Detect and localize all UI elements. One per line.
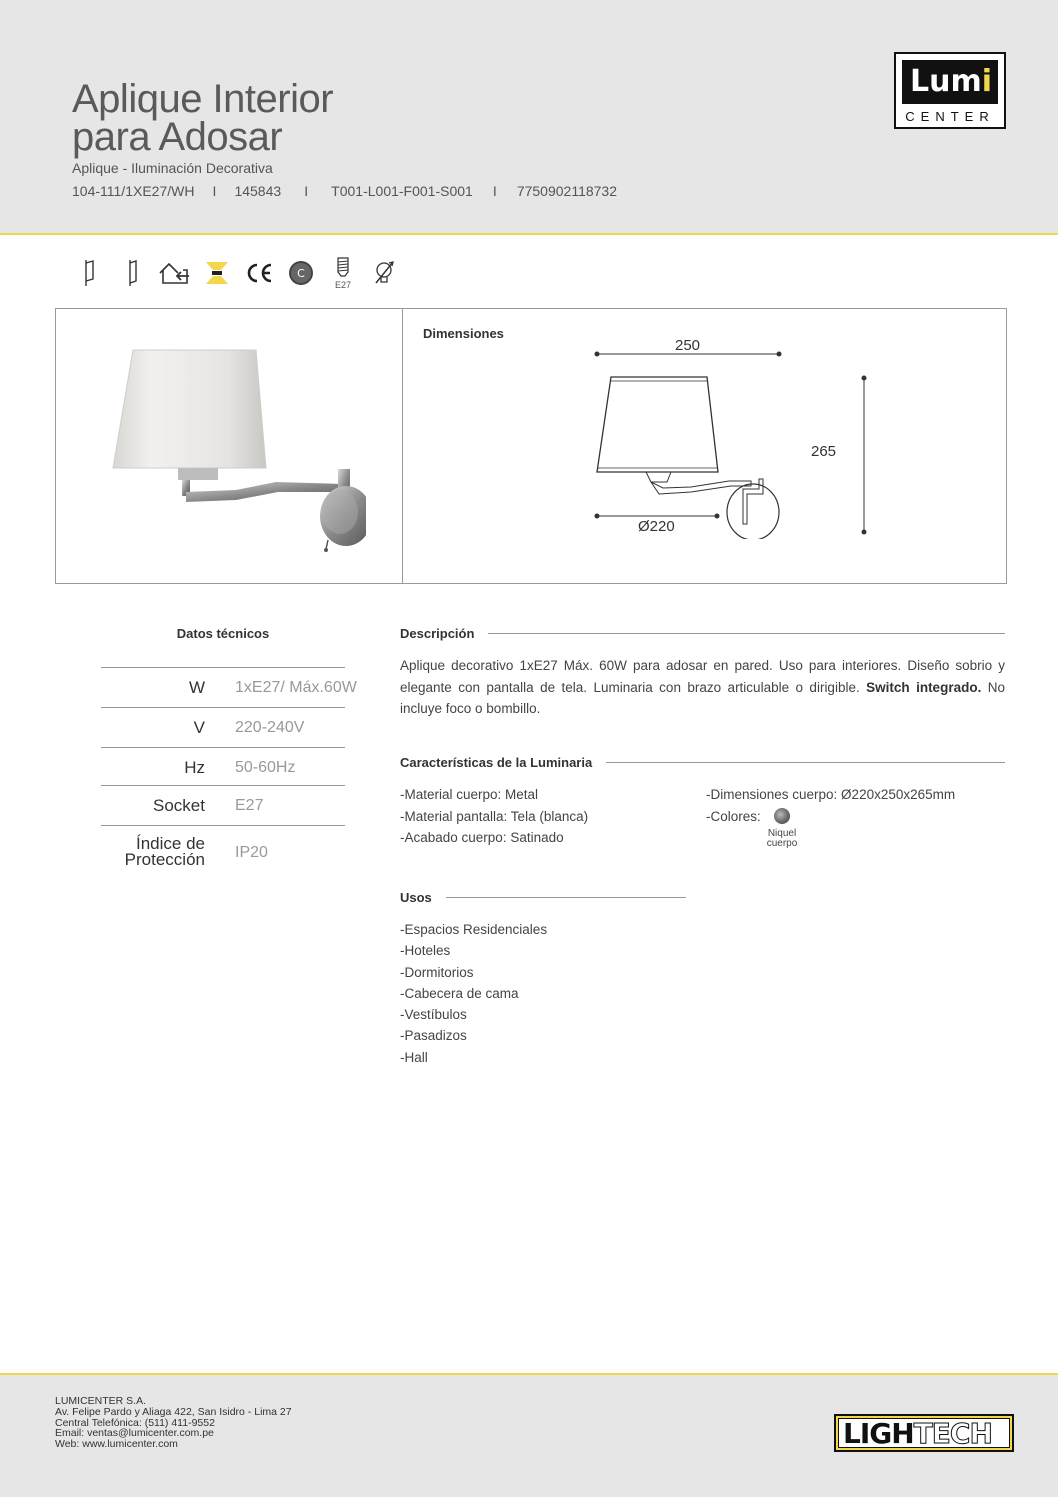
tech-row: Socket E27 [101,785,345,825]
usos-list [400,919,547,1068]
code-category: T001-L001-F001-S001 [331,183,473,199]
code-sku: 145843 [234,183,282,199]
tech-row: Hz 50-60Hz [101,747,345,785]
uso-item: -Hall [400,1049,428,1065]
code-separator: I [212,183,217,199]
feature-item: -Material pantalla: Tela (blanca) [400,808,589,824]
product-box [55,308,1007,584]
tech-row: Índice de Protección IP20 [101,825,345,881]
uso-item: -Cabecera de cama [400,985,519,1001]
page-subtitle: Aplique - Iluminación Decorativa [72,160,273,176]
usos-heading: Usos [400,890,686,905]
tech-row: W 1xE27/ Máx.60W [101,667,345,707]
dim-width-label: 250 [675,337,701,354]
tech-data-table [101,667,357,881]
box-divider [402,309,403,583]
feature-colors: -Colores: [706,808,761,824]
dimensions-title: Dimensiones [423,326,504,341]
code-ean: 7750902118732 [516,183,618,199]
feature-item: -Acabado cuerpo: Satinado [400,830,564,845]
tech-data-title: Datos técnicos [176,626,270,641]
light-direction-icon [196,255,238,291]
dim-height-label: 265 [811,443,837,460]
description-heading: Descripción [400,626,1005,641]
features-left-list [400,784,588,849]
title-line-2: para Adosar [72,115,283,159]
page-footer [0,1373,1058,1497]
lamp-photo [106,344,366,554]
features-heading: Características de la Luminaria [400,755,1005,770]
tech-row: V 220-240V [101,707,345,747]
code-separator: I [304,183,309,199]
code-model: 104-111/1XE27/WH [72,183,195,199]
feature-icons [70,255,406,291]
indoor-house-icon [154,255,196,291]
dimension-drawing [591,334,881,539]
uso-item: -Dormitorios [400,964,474,980]
ce-mark-icon [238,255,280,291]
product-codes [72,183,617,199]
nickel-color-swatch [774,808,790,824]
swatch-label: Niquel cuerpo [766,828,798,849]
uso-item: -Hoteles [400,943,451,959]
feature-item: -Material cuerpo: Metal [400,787,539,802]
wall-profile-icon [112,255,154,291]
uso-item: -Vestíbulos [400,1007,467,1023]
dim-diameter-label: Ø220 [638,518,675,535]
title-line-1: Aplique Interior [72,77,334,121]
e27-label: E27 [334,280,351,290]
page-title [72,77,334,159]
no-dimmable-icon [364,255,406,291]
lightech-logo: LIGHTECH [834,1414,1014,1452]
wall-mount-icon [70,255,112,291]
description-text: Aplique decorativo 1xE27 Máx. 60W para adosar en pared. Uso para interiores. Diseño sobrio y elegante con pantalla de tela. Luminaria con brazo articulable o dirigible. Switch integrado. No incluye foco o bombillo. [400,658,1006,716]
feature-dimensions: -Dimensiones cuerpo: Ø220x250x265mm [706,787,956,802]
company-address: LUMICENTER S.A. Av. Felipe Pardo y Aliaga 422, San Isidro - Lima 27 Central Telefónica: (511) 411-9552 Email: ventas@lumicenter.com.pe Web: www.lumicenter.com [55,1395,292,1451]
code-separator: I [492,183,497,199]
svg-text:C: C [297,267,305,280]
uso-item: -Espacios Residenciales [400,922,548,937]
lumicenter-logo: Lumi CENTER [894,52,1006,129]
e27-bulb-icon [322,255,364,291]
features-right-list [706,784,955,827]
c-mark-icon [280,255,322,291]
uso-item: -Pasadizos [400,1028,467,1044]
page-header [0,0,1058,235]
